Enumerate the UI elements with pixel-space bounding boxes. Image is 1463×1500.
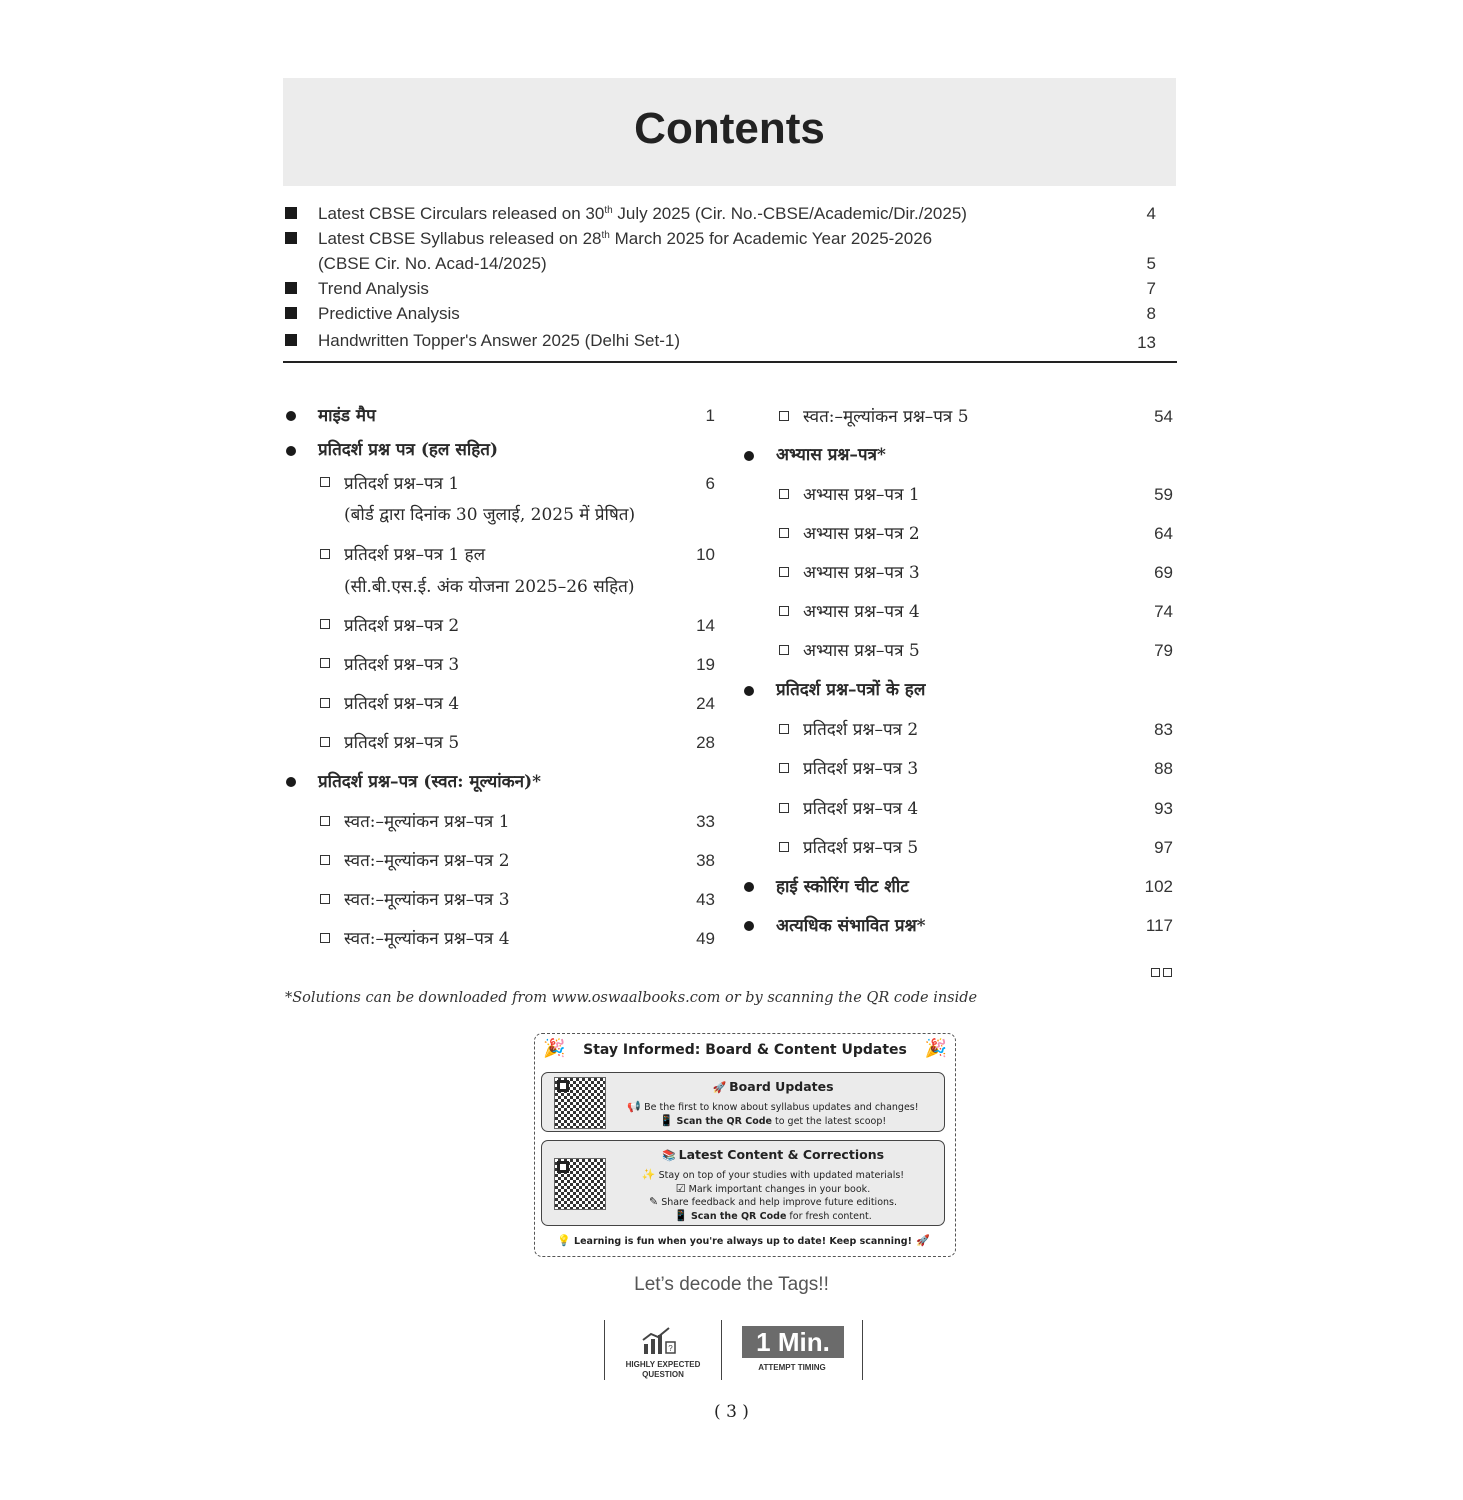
checkbox-square-icon bbox=[320, 477, 330, 487]
square-bullet-icon bbox=[285, 232, 297, 244]
page-number: 93 bbox=[1154, 799, 1173, 818]
bullet-icon bbox=[744, 451, 754, 461]
page-number: 43 bbox=[696, 890, 715, 909]
highly-expected-tag: ? HIGHLY EXPECTED QUESTION bbox=[604, 1320, 721, 1380]
page-title: Contents bbox=[634, 104, 825, 153]
square-bullet-icon bbox=[285, 307, 297, 319]
square-bullet-icon bbox=[285, 334, 297, 346]
checkbox-square-icon bbox=[779, 645, 789, 655]
checkbox-square-icon bbox=[779, 842, 789, 852]
page-number: 49 bbox=[696, 929, 715, 948]
bullet-icon bbox=[744, 921, 754, 931]
latest-content-card[interactable]: 📚 Latest Content & Corrections ✨ Stay on top of your studies with updated materials! ☑ Mark important changes in your book. ✎ Share feedback and help improve future editions. 📱 Scan the QR Code for fresh content. bbox=[541, 1140, 945, 1226]
checkbox-square-icon bbox=[320, 698, 330, 708]
page-number: 64 bbox=[1154, 524, 1173, 543]
checkbox-square-icon bbox=[320, 933, 330, 943]
page-number: 83 bbox=[1154, 720, 1173, 739]
page-number: 117 bbox=[1145, 916, 1173, 935]
min-badge: 1 Min. bbox=[742, 1326, 844, 1358]
rocket-icon: 🚀 bbox=[712, 1081, 727, 1094]
toc-item-note: (बोर्ड द्वारा दिनांक 30 जुलाई, 2025 में प्रेषित) bbox=[344, 505, 636, 525]
toc-item[interactable]: स्वत:–मूल्यांकन प्रश्न–पत्र 3 bbox=[344, 890, 510, 910]
checkbox-square-icon bbox=[320, 658, 330, 668]
list-item[interactable]: Latest CBSE Circulars released on 30th July 2025 (Cir. No.-CBSE/Academic/Dir./2025) 4 bbox=[283, 201, 1176, 226]
toc-heading[interactable]: माइंड मैप bbox=[318, 406, 376, 426]
bullet-icon bbox=[744, 686, 754, 696]
pencil-icon: ✎ bbox=[648, 1195, 659, 1208]
svg-text:?: ? bbox=[668, 1344, 673, 1353]
checkbox-square-icon bbox=[320, 737, 330, 747]
toc-item[interactable]: प्रतिदर्श प्रश्न–पत्र 4 bbox=[803, 799, 919, 819]
toc-item[interactable]: प्रतिदर्श प्रश्न–पत्र 3 bbox=[803, 759, 919, 779]
page-number: 59 bbox=[1154, 485, 1173, 504]
toc-item[interactable]: स्वत:–मूल्यांकन प्रश्न–पत्र 2 bbox=[344, 851, 510, 871]
list-item[interactable]: Predictive Analysis 8 bbox=[283, 301, 1176, 326]
toc-item[interactable]: स्वत:–मूल्यांकन प्रश्न–पत्र 4 bbox=[344, 929, 510, 949]
toc-heading[interactable]: अभ्यास प्रश्न–पत्र* bbox=[776, 445, 886, 465]
tags-title: Let’s decode the Tags!! bbox=[634, 1274, 829, 1295]
phone-icon: 📱 bbox=[659, 1114, 674, 1127]
footnote: *Solutions can be downloaded from www.oswaalbooks.com or by scanning the QR code inside bbox=[285, 990, 978, 1006]
page-number: 28 bbox=[696, 733, 715, 752]
divider bbox=[283, 361, 1177, 363]
checkbox-square-icon bbox=[320, 816, 330, 826]
toc-heading[interactable]: प्रतिदर्श प्रश्न पत्र (हल सहित) bbox=[318, 440, 499, 460]
toc-item[interactable]: अभ्यास प्रश्न–पत्र 3 bbox=[803, 563, 920, 583]
toc-item[interactable]: अभ्यास प्रश्न–पत्र 5 bbox=[803, 641, 920, 661]
page-number: 4 bbox=[1146, 204, 1156, 223]
page-number: 97 bbox=[1154, 838, 1173, 857]
square-bullet-icon bbox=[285, 282, 297, 294]
panel-title: Stay Informed: Board & Content Updates bbox=[583, 1042, 907, 1058]
updates-panel: 🎉 🎉 Stay Informed: Board & Content Updates 🚀 Board Updates 📢 Be the first to know about syllabus updates and changes! 📱 Scan the QR Code to get the latest scoop! 📚 Latest Content & Corrections ✨ Stay on top of your studies with updated materials! ☑ Mark important changes in your book. ✎ Share feedback and help improve future editions. 📱 Scan the QR Code for fresh content. 💡 Learning is fun when you're always up to date! Keep scanning! 🚀 bbox=[534, 1033, 956, 1257]
page-number: 69 bbox=[1154, 563, 1173, 582]
page-number: 102 bbox=[1144, 877, 1173, 896]
toc-item[interactable]: प्रतिदर्श प्रश्न–पत्र 2 bbox=[344, 616, 460, 636]
toc-heading[interactable]: प्रतिदर्श प्रश्न–पत्र (स्वत: मूल्यांकन)* bbox=[318, 772, 542, 792]
checkbox-square-icon bbox=[779, 606, 789, 616]
phone-icon: 📱 bbox=[674, 1209, 688, 1222]
checkbox-square-icon bbox=[320, 549, 330, 559]
list-item[interactable]: Trend Analysis 7 bbox=[283, 276, 1176, 301]
end-mark-icon bbox=[1163, 968, 1172, 977]
toc-heading[interactable]: प्रतिदर्श प्रश्न–पत्रों के हल bbox=[776, 680, 926, 700]
page-number: 13 bbox=[1137, 333, 1156, 352]
toc-item[interactable]: अभ्यास प्रश्न–पत्र 2 bbox=[803, 524, 920, 544]
megaphone-icon: 📢 bbox=[627, 1100, 642, 1113]
toc-item[interactable]: प्रतिदर्श प्रश्न–पत्र 1 bbox=[344, 474, 460, 494]
contents-header bbox=[283, 78, 1176, 186]
page-number: 19 bbox=[696, 655, 715, 674]
page-number: 5 bbox=[1146, 254, 1156, 273]
bullet-icon bbox=[286, 446, 296, 456]
checkbox-square-icon bbox=[779, 567, 789, 577]
rocket-icon: 🚀 bbox=[915, 1234, 930, 1247]
top-contents-list bbox=[283, 201, 1176, 355]
books-icon: 📚 bbox=[661, 1149, 676, 1162]
toc-item[interactable]: स्वत:–मूल्यांकन प्रश्न–पत्र 1 bbox=[344, 812, 510, 832]
page-number: 88 bbox=[1154, 759, 1173, 778]
toc-item[interactable]: प्रतिदर्श प्रश्न–पत्र 4 bbox=[344, 694, 460, 714]
toc-item[interactable]: प्रतिदर्श प्रश्न–पत्र 5 bbox=[344, 733, 460, 753]
page-number: 6 bbox=[705, 474, 715, 493]
page-number: 14 bbox=[696, 616, 715, 635]
toc-item[interactable]: प्रतिदर्श प्रश्न–पत्र 1 हल bbox=[344, 545, 486, 565]
toc-item[interactable]: अभ्यास प्रश्न–पत्र 1 bbox=[803, 485, 920, 505]
checkbox-square-icon bbox=[779, 763, 789, 773]
checkbox-square-icon bbox=[779, 724, 789, 734]
bullet-icon bbox=[286, 411, 296, 421]
checkbox-square-icon bbox=[320, 855, 330, 865]
bulb-icon: 💡 bbox=[557, 1234, 572, 1247]
toc-heading[interactable]: अत्यधिक संभावित प्रश्न* bbox=[776, 916, 926, 936]
party-popper-icon: 🎉 bbox=[924, 1038, 947, 1059]
page-number: 74 bbox=[1154, 602, 1173, 621]
checkbox-square-icon bbox=[779, 803, 789, 813]
toc-item[interactable]: स्वत:–मूल्यांकन प्रश्न–पत्र 5 bbox=[803, 407, 969, 427]
board-updates-card[interactable]: 🚀 Board Updates 📢 Be the first to know about syllabus updates and changes! 📱 Scan the QR Code to get the latest scoop! bbox=[541, 1072, 945, 1132]
list-item[interactable]: Latest CBSE Syllabus released on 28th March 2025 for Academic Year 2025-2026 (CBSE Cir. No. Acad-14/2025) 5 bbox=[283, 226, 1176, 276]
toc-item[interactable]: प्रतिदर्श प्रश्न–पत्र 3 bbox=[344, 655, 460, 675]
toc-item[interactable]: प्रतिदर्श प्रश्न–पत्र 5 bbox=[803, 838, 919, 858]
toc-item[interactable]: प्रतिदर्श प्रश्न–पत्र 2 bbox=[803, 720, 919, 740]
end-mark-icon bbox=[1151, 968, 1160, 977]
page-number: 24 bbox=[696, 694, 715, 713]
page-number: 79 bbox=[1154, 641, 1173, 660]
toc-item-note: (सी.बी.एस.ई. अंक योजना 2025–26 सहित) bbox=[344, 577, 635, 597]
square-bullet-icon bbox=[285, 207, 297, 219]
checkbox-square-icon bbox=[320, 894, 330, 904]
checkbox-square-icon bbox=[779, 489, 789, 499]
page-number: 10 bbox=[696, 545, 715, 564]
bullet-icon bbox=[744, 882, 754, 892]
toc-item[interactable]: अभ्यास प्रश्न–पत्र 4 bbox=[803, 602, 920, 622]
page-number: 38 bbox=[696, 851, 715, 870]
attempt-timing-tag: 1 Min. ATTEMPT TIMING bbox=[721, 1320, 863, 1380]
chart-icon bbox=[641, 1326, 677, 1356]
toc-heading[interactable]: हाई स्कोरिंग चीट शीट bbox=[776, 877, 909, 897]
page-number: 1 bbox=[705, 406, 715, 425]
page-number-footer: ( 3 ) bbox=[714, 1402, 749, 1422]
page-number: 7 bbox=[1146, 279, 1156, 298]
qr-code[interactable] bbox=[554, 1077, 606, 1129]
checkbox-square-icon bbox=[320, 619, 330, 629]
bullet-icon bbox=[286, 777, 296, 787]
page-number: 8 bbox=[1146, 304, 1156, 323]
checkbox-icon: ☑ bbox=[675, 1182, 686, 1195]
page-number: 54 bbox=[1154, 407, 1173, 426]
list-item[interactable]: Handwritten Topper's Answer 2025 (Delhi Set-1) 13 bbox=[283, 326, 1176, 355]
checkbox-square-icon bbox=[779, 411, 789, 421]
checkbox-square-icon bbox=[779, 528, 789, 538]
sparkle-icon: ✨ bbox=[641, 1168, 656, 1181]
party-popper-icon: 🎉 bbox=[543, 1038, 566, 1059]
qr-code[interactable] bbox=[554, 1158, 606, 1210]
page-number: 33 bbox=[696, 812, 715, 831]
